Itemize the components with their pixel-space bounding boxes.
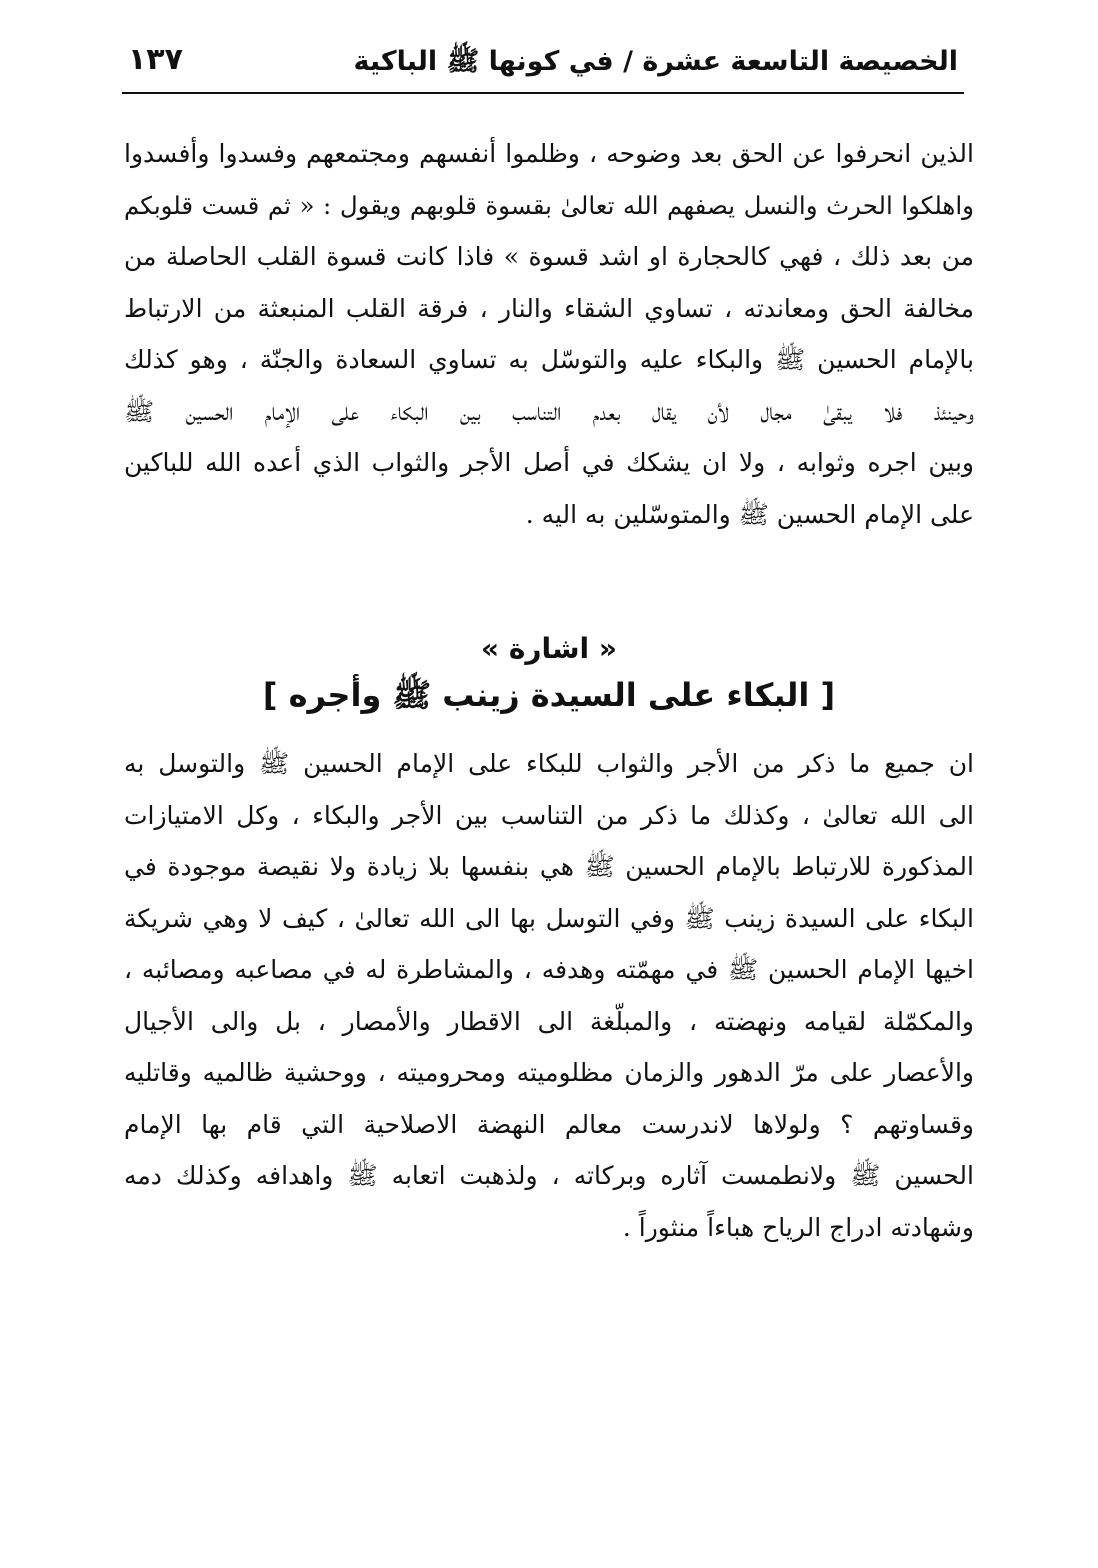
paragraph-2: [124, 738, 974, 1253]
page-number: ١٣٧: [128, 42, 183, 77]
text-line: الذين انحرفوا عن الحق بعد وضوحه ، وظلموا أنفسهم ومجتمعهم وفسدوا وأفسدوا: [124, 139, 974, 168]
text-line: ان جميع ما ذكر من الأجر والثواب للبكاء على الإمام الحسين ﷺ والتوسل به: [124, 749, 974, 778]
text-line: مخالفة الحق ومعاندته ، تساوي الشقاء والنار ، فرقة القلب المنبعثة من الارتباط: [124, 293, 974, 323]
text-line: والأعصار على مرّ الدهور والزمان مظلوميته ومحروميته ، ووحشية ظالميه وقاتليه: [124, 1058, 974, 1087]
text-line: واهلكوا الحرث والنسل يصفهم الله تعالىٰ بقسوة قلوبهم ويقول : « ثم قست قلوبكم: [124, 190, 974, 220]
text-line: المذكورة للارتباط بالإمام الحسين ﷺ هي بنفسها بلا زيادة ولا نقيصة موجودة في: [124, 852, 974, 881]
page-header: [122, 38, 964, 90]
text-line: وشهادته ادراج الرياح هباءاً منثوراً .: [622, 1212, 974, 1242]
text-line: الى الله تعالىٰ ، وكذلك ما ذكر من التناسب بين الأجر والبكاء ، وكل الامتيازات: [124, 800, 974, 830]
text-line: وقساوتهم ؟ ولولاها لاندرست معالم النهضة الاصلاحية التي قام بها الإمام: [124, 1109, 974, 1139]
section-label: « اشارة »: [481, 632, 617, 665]
text-line: من بعد ذلك ، فهي كالحجارة او اشد قسوة » فاذا كانت قسوة القلب الحاصلة من: [124, 242, 974, 271]
text-line: وحينئذ فلا يبقىٰ مجال لأن يقال بعدم التناسب بين البكاء على الإمام الحسين ﷺ: [124, 396, 974, 426]
paragraph-1: [124, 128, 974, 540]
text-line: اخيها الإمام الحسين ﷺ في مهمّته وهدفه ، والمشاطرة له في مصاعبه ومصائبه ،: [124, 955, 974, 984]
text-line: بالإمام الحسين ﷺ والبكاء عليه والتوسّل به تساوي السعادة والجنّة ، وهو كذلك: [124, 345, 974, 374]
section-title: [ البكاء على السيدة زينب ﷺ وأجره ]: [262, 676, 836, 714]
text-line: وبين اجره وثوابه ، ولا ان يشكك في أصل الأجر والثواب الذي أعده الله للباكين: [124, 448, 974, 477]
text-line: والمكمّلة لقيامه ونهضته ، والمبلّغة الى الاقطار والأمصار ، بل والى الأجيال: [124, 1006, 974, 1036]
text-line: على الإمام الحسين ﷺ والمتوسّلين به اليه .: [525, 499, 974, 529]
running-title: الخصيصة التاسعة عشرة / في كونها ﷺ الباكية: [353, 46, 958, 77]
header-divider: [122, 92, 964, 94]
text-line: الحسين ﷺ ولانطمست آثاره وبركاته ، ولذهبت اتعابه ﷺ واهدافه وكذلك دمه: [124, 1161, 974, 1190]
text-line: البكاء على السيدة زينب ﷺ وفي التوسل بها الى الله تعالىٰ ، كيف لا وهي شريكة: [124, 903, 974, 933]
